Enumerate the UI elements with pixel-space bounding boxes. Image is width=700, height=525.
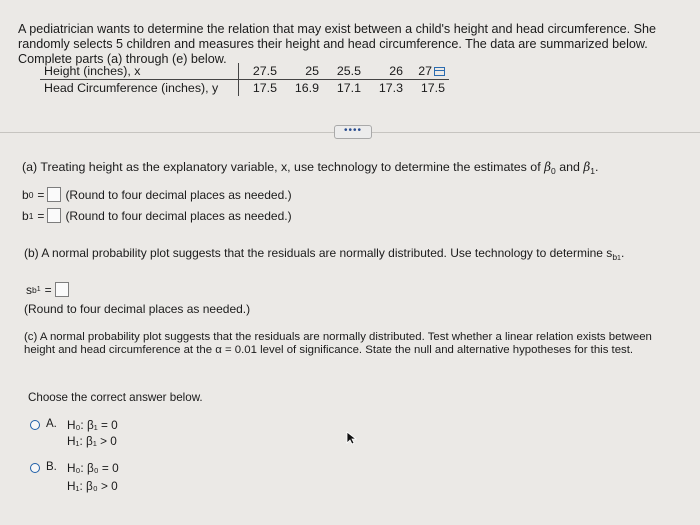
beta0-symbol: β [544, 160, 552, 174]
head-value: 17.5 [420, 81, 445, 95]
part-b-question [24, 246, 624, 262]
data-table-icon[interactable] [434, 67, 445, 76]
head-value: 16.9 [294, 81, 319, 95]
expand-more-button[interactable]: •••• [334, 125, 372, 139]
part-a-question [22, 160, 598, 176]
period-text: . [594, 160, 599, 174]
part-c-question: (c) A normal probability plot suggests that the residuals are normally distributed. Test whether a linear relation exists between height and head circumference at the α = 0.01 level of significance. State the null and alternative hypotheses for this test. [24, 331, 652, 356]
table-row [40, 63, 449, 80]
option-a-letter: A. [46, 418, 57, 430]
part-b-text: (b) A normal probability plot suggests that the residuals are normally distributed. Use technology to determine s [24, 246, 613, 260]
radio-option-a[interactable] [30, 420, 40, 430]
sb1-label-subscript: b [32, 284, 37, 295]
height-value: 25 [281, 63, 323, 80]
b0-hint: (Round to four decimal places as needed.) [65, 187, 292, 202]
option-b-alt-hypothesis: H₁: β₀ > 0 [67, 479, 118, 493]
head-value: 17.3 [378, 81, 403, 95]
b1-label: b [22, 208, 29, 223]
sb1-answer-input[interactable] [55, 282, 69, 297]
height-value: 26 [365, 63, 407, 80]
sb1-label: s [26, 282, 32, 297]
radio-option-b[interactable] [30, 463, 40, 473]
b1-label-subscript: 1 [28, 210, 34, 221]
option-a-alt-hypothesis: H₁: β₁ > 0 [67, 434, 117, 448]
equals-sign: = [37, 187, 45, 202]
equals-sign: = [44, 282, 52, 297]
height-value: 25.5 [323, 63, 365, 80]
period-text: . [620, 246, 625, 260]
and-text: and [555, 160, 584, 174]
equals-sign: = [37, 208, 45, 223]
row-label-head: Head Circumference (inches), y [40, 80, 239, 97]
option-b-letter: B. [46, 461, 57, 473]
b0-label: b [22, 187, 29, 202]
table-row [40, 80, 449, 97]
part-a-text: (a) Treating height as the explanatory variable, x, use technology to determine the estimates of [22, 160, 545, 174]
head-value: 17.1 [336, 81, 361, 95]
height-value-text: 27 [418, 64, 432, 78]
height-value [407, 63, 449, 80]
beta1-subscript: 1 [590, 166, 595, 176]
beta1-symbol: β [583, 160, 591, 174]
sb1-label-subsubscript: 1 [36, 286, 41, 293]
head-value: 17.5 [252, 81, 277, 95]
height-value: 27.5 [239, 63, 282, 80]
b0-label-subscript: 0 [28, 189, 34, 200]
beta0-subscript: 0 [551, 166, 556, 176]
b1-answer-input[interactable] [47, 208, 61, 223]
sb1-hint: (Round to four decimal places as needed.) [24, 302, 251, 316]
b0-answer-input[interactable] [47, 187, 61, 202]
sb1-answer-line [26, 282, 73, 297]
b1-hint: (Round to four decimal places as needed.) [65, 208, 292, 223]
part-b-subscript: b [612, 252, 618, 262]
part-b-subsubscript: 1 [617, 255, 621, 262]
b0-answer-line [22, 187, 292, 202]
problem-statement: A pediatrician wants to determine the relation that may exist between a child's height and head circumference. She randomly selects 5 children and measures their height and head circumference. The data are summarized below. Complete parts (a) through (e) below. [18, 22, 657, 66]
row-label-height: Height (inches), x [40, 63, 239, 80]
data-table [40, 63, 449, 96]
option-b-null-hypothesis: H₀: β₀ = 0 [67, 461, 119, 475]
option-a-null-hypothesis: H₀: β₁ = 0 [67, 418, 118, 432]
b1-answer-line [22, 208, 292, 223]
cursor-icon [346, 431, 358, 445]
choose-prompt: Choose the correct answer below. [28, 391, 203, 404]
